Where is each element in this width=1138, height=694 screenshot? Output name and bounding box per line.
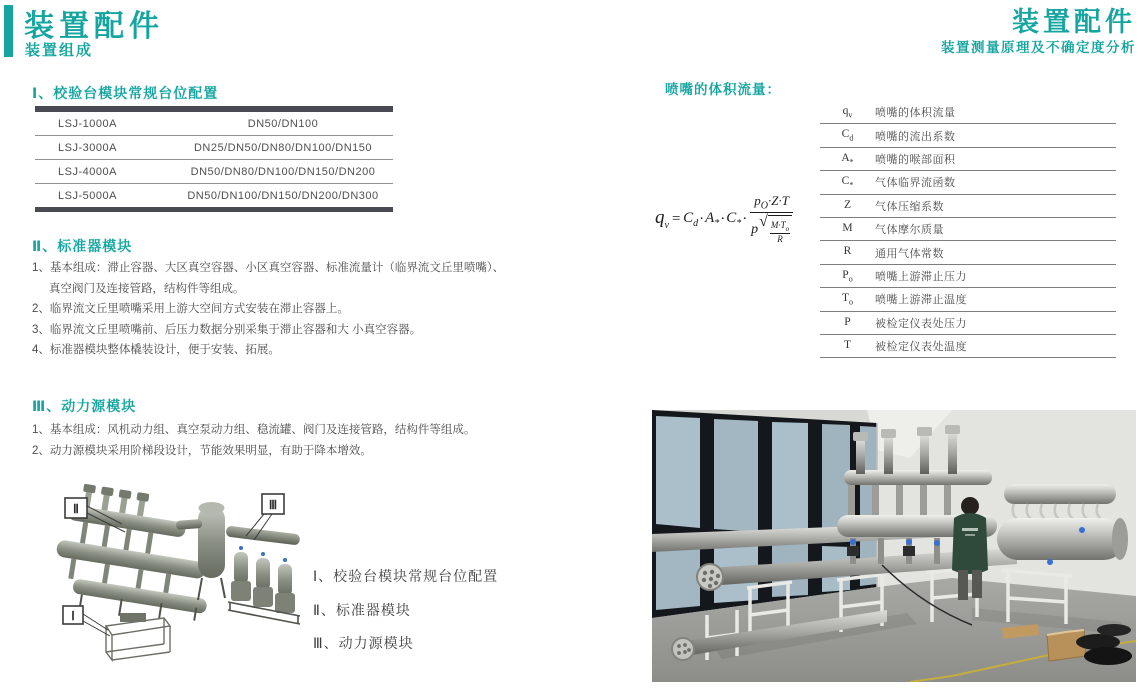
module-legend [313, 560, 498, 661]
symbol-table [820, 101, 1116, 358]
volume-flow-formula: $q_v$ = $C_d$ · $A_*$ · $C_*$ · $p_O\cdot Z\cdot T$ p √ $\frac{M\cdot T_o}{R}$ [655, 193, 793, 245]
symbol-row [820, 195, 1116, 218]
symbol-description: 通用气体常数 [875, 247, 944, 260]
symbol-cell: M [842, 222, 853, 234]
left-page-title: 装置配件 [24, 10, 164, 43]
formula-fraction [750, 194, 793, 245]
symbol-cell: $P_o$ [842, 268, 853, 284]
symbol-cell: $T_o$ [841, 292, 854, 307]
model-cell: LSJ-5000A [58, 189, 117, 202]
symbol-row [820, 288, 1116, 311]
table-row [35, 160, 393, 184]
label-I: Ⅰ [71, 609, 75, 623]
symbol-row [820, 124, 1116, 147]
section2-heading: Ⅱ、标准器模块 [32, 238, 133, 254]
symbol-description: 喷嘴的流出系数 [875, 130, 956, 143]
section1-heading: Ⅰ、校验台模块常规台位配置 [32, 85, 219, 101]
table-body [35, 112, 393, 207]
model-cell: LSJ-3000A [58, 141, 117, 154]
model-cell: LSJ-4000A [58, 165, 117, 178]
table-row [35, 112, 393, 136]
sizes-cell: DN50/DN80/DN100/DN150/DN200 [190, 165, 376, 178]
symbol-cell: $A_*$ [841, 151, 854, 167]
paragraph-line: 1、基本组成：滞止容器、大区真空容器、小区真空容器、标准流量计（临界流文丘里喷嘴）、 [32, 262, 505, 274]
symbol-cell: $C_*$ [841, 175, 854, 190]
symbol-row [820, 312, 1116, 335]
fraction-denominator: p √ $\frac{M\cdot T_o}{R}$ [751, 213, 792, 244]
right-page-title: 装置配件 [1012, 7, 1136, 37]
legend-line: Ⅰ、校验台模块常规台位配置 [313, 568, 499, 584]
right-page-subtitle: 装置测量原理及不确定度分析 [941, 40, 1136, 55]
symbol-cell: $C_d$ [841, 128, 854, 143]
formula-term: $C_*$ [726, 209, 742, 229]
power-module-graphic [226, 526, 301, 624]
formula-term: $C_d$ [683, 209, 699, 229]
symbol-description: 被检定仪表处温度 [875, 341, 967, 354]
label-II: Ⅱ [73, 502, 79, 516]
flow-heading: 喷嘴的体积流量： [665, 82, 781, 97]
symbol-description: 喷嘴的体积流量 [875, 107, 956, 120]
fraction-numerator: $p_O\cdot Z\cdot T$ [750, 194, 793, 214]
vacuum-tank-graphic [176, 502, 225, 600]
legend-line: Ⅲ、动力源模块 [313, 635, 414, 651]
symbol-description: 被检定仪表处压力 [875, 317, 967, 330]
symbol-row [820, 218, 1116, 241]
model-cell: LSJ-1000A [58, 117, 117, 130]
paragraph-line: 3、临界流文丘里喷嘴前、后压力数据分别采集于滞止容器和大 小真空容器。 [32, 323, 422, 336]
sizes-cell: DN50/DN100/DN150/DN200/DN300 [187, 189, 379, 202]
lab-photo [652, 410, 1136, 682]
table-row [35, 136, 393, 160]
formula-term: $A_*$ [705, 209, 720, 229]
right-tank [997, 484, 1128, 565]
sizes-cell: DN50/DN100 [247, 117, 319, 130]
table-bottom-bar [35, 207, 393, 212]
symbol-description: 气体临界流函数 [875, 177, 956, 190]
symbol-cell: T [843, 338, 852, 351]
symbol-description: 气体压缩系数 [875, 200, 944, 213]
symbol-row [820, 335, 1116, 358]
paragraph-line: 1、基本组成：风机动力组、真空泵动力组、稳流罐、阀门及连接管路，结构件等组成。 [32, 424, 476, 436]
section3-body [32, 420, 475, 462]
title-accent-bar [4, 5, 13, 57]
symbol-row [820, 171, 1116, 194]
legend-line: Ⅱ、标准器模块 [313, 601, 411, 618]
label-III: Ⅲ [268, 498, 278, 512]
table-row [35, 184, 393, 207]
left-page-subtitle: 装置组成 [25, 42, 94, 59]
symbol-cell: Z [843, 198, 852, 211]
section2-body [32, 258, 504, 361]
symbol-description: 喷嘴上游滞止温度 [875, 294, 967, 307]
formula-lhs: $q_v$ [655, 207, 669, 231]
symbol-row [820, 101, 1116, 124]
radical: √ $\frac{M\cdot T_o}{R}$ [759, 214, 792, 244]
station-config-table [35, 106, 393, 212]
paragraph-line: 2、临界流文丘里喷嘴采用上游大空间方式安装在滞止容器上。 [32, 303, 349, 316]
calibration-bench-graphic [106, 613, 170, 660]
paragraph-line: 2、动力源模块采用阶梯段设计，节能效果明显，有助于降本增效。 [32, 445, 372, 457]
symbol-cell: P [844, 315, 851, 328]
paragraph-line: 4、标准器模块整体橇装设计，便于安装、拓展。 [32, 344, 280, 357]
symbol-cell: R [843, 245, 852, 258]
symbol-description: 喷嘴的喉部面积 [875, 153, 956, 166]
section3-heading: Ⅲ、动力源模块 [32, 398, 137, 414]
symbol-row [820, 148, 1116, 171]
sizes-cell: DN25/DN50/DN80/DN100/DN150 [193, 141, 373, 154]
modules-illustration [48, 480, 306, 676]
symbol-description: 喷嘴上游滞止压力 [875, 270, 967, 283]
symbol-row [820, 241, 1116, 264]
symbol-row [820, 265, 1116, 288]
symbol-cell: $q_v$ [842, 105, 853, 120]
paragraph-line: 真空阀门及连接管路，结构件等组成。 [49, 282, 245, 295]
symbol-description: 气体摩尔质量 [875, 224, 944, 237]
